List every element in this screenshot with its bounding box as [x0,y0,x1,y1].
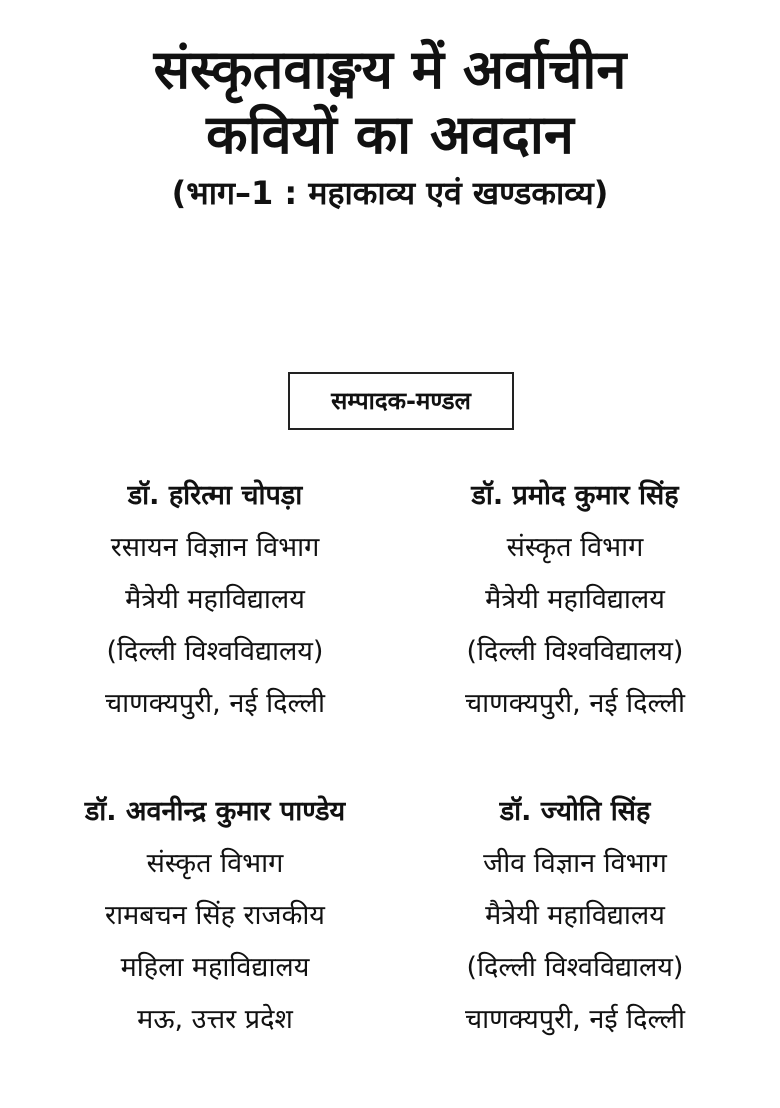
editor-affiliation-line: रसायन विज्ञान विभाग [110,532,320,563]
editor-name: डॉ. हरित्मा चोपड़ा [127,480,303,511]
editor-affiliation-line: चाणक्यपुरी, नई दिल्ली [105,688,325,719]
editor-affiliation-line: (दिल्ली विश्वविद्यालय) [466,636,684,667]
editor-affiliation-line: संस्कृत विभाग [146,848,284,879]
editor-name: डॉ. प्रमोद कुमार सिंह [471,480,679,511]
editor-affiliation-line: चाणक्यपुरी, नई दिल्ली [465,688,685,719]
editor-block [395,786,755,1046]
editor-block [35,786,395,1046]
editorial-board-heading: सम्पादक-मण्डल [288,372,514,430]
editor-affiliation-line: मैत्रेयी महाविद्यालय [485,900,665,931]
editor-affiliation-line: जीव विज्ञान विभाग [483,848,667,879]
book-title-line-2: कवियों का अवदान [206,103,574,166]
editor-affiliation-line: मऊ, उत्तर प्रदेश [137,1004,293,1035]
editor-affiliation-line: मैत्रेयी महाविद्यालय [485,584,665,615]
editor-affiliation-line: (दिल्ली विश्वविद्यालय) [466,952,684,983]
editor-block [35,470,395,730]
editor-name: डॉ. अवनीन्द्र कुमार पाण्डेय [84,796,346,827]
editor-affiliation-line: (दिल्ली विश्वविद्यालय) [106,636,324,667]
editor-affiliation-line: मैत्रेयी महाविद्यालय [125,584,305,615]
editor-affiliation-line: संस्कृत विभाग [506,532,644,563]
editor-affiliation-line: महिला महाविद्यालय [120,952,310,983]
editor-name: डॉ. ज्योति सिंह [499,796,651,827]
editor-affiliation-line: रामबचन सिंह राजकीय [105,900,325,931]
book-title-line-1: संस्कृतवाङ्मय में अर्वाचीन [153,38,627,101]
editor-block [395,470,755,730]
book-subtitle: (भाग–1 : महाकाव्य एवं खण्डकाव्य) [171,174,609,212]
editor-affiliation-line: चाणक्यपुरी, नई दिल्ली [465,1004,685,1035]
